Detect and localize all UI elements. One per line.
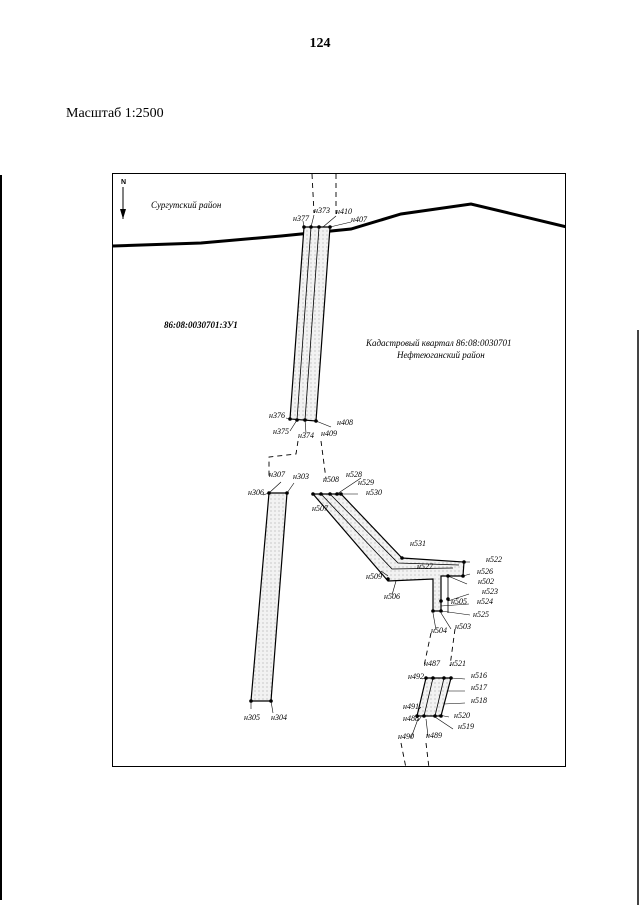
point-label: н306 (248, 488, 264, 497)
point-label: н528 (346, 470, 362, 479)
point-label: н375 (273, 427, 289, 436)
parcel-id-label: 86:08:0030701:ЗУ1 (164, 320, 238, 330)
point-label: н523 (482, 587, 498, 596)
point-label: н374 (298, 431, 314, 440)
cadastral-quarter-label: Кадастровый квартал 86:08:0030701 (366, 338, 512, 348)
point-label: н489 (426, 731, 442, 740)
point-label: н488 (403, 714, 419, 723)
point-label: н502 (478, 577, 494, 586)
point-label: н376 (269, 411, 285, 420)
point-label: н409 (321, 429, 337, 438)
cadastral-map (113, 174, 566, 767)
point-label: н524 (477, 597, 493, 606)
region-south-label: Нефтеюганский район (397, 350, 485, 360)
point-label: н529 (358, 478, 374, 487)
point-label: н408 (337, 418, 353, 427)
point-label: н519 (458, 722, 474, 731)
north-arrow-icon (120, 179, 126, 219)
point-label: н520 (454, 711, 470, 720)
right-margin-rule (637, 330, 639, 905)
point-label: н527 (417, 562, 433, 571)
parcel-strip-south (417, 678, 451, 716)
point-label: н521 (450, 659, 466, 668)
page-number: 124 (309, 36, 331, 51)
point-label: н410 (336, 207, 352, 216)
point-label: н307 (269, 470, 285, 479)
point-label: н530 (366, 488, 382, 497)
point-label: н377 (293, 214, 309, 223)
point-label: н506 (384, 592, 400, 601)
scale-label: Масштаб 1:2500 (66, 106, 164, 121)
point-label: н491 (403, 702, 419, 711)
point-label: н487 (424, 659, 440, 668)
point-label: н522 (486, 555, 502, 564)
point-label: н503 (455, 622, 471, 631)
point-label: н518 (471, 696, 487, 705)
point-label: н525 (473, 610, 489, 619)
point-label: н407 (351, 215, 367, 224)
parcel-strip-north (290, 227, 330, 421)
point-label: н508 (323, 475, 339, 484)
point-label: н304 (271, 713, 287, 722)
north-label: N (121, 179, 127, 186)
point-label: н490 (398, 732, 414, 741)
point-label: н526 (477, 567, 493, 576)
point-label: н492 (408, 672, 424, 681)
point-label: н305 (244, 713, 260, 722)
point-label: н303 (293, 472, 309, 481)
point-label: н517 (471, 683, 487, 692)
point-label: н516 (471, 671, 487, 680)
point-label: н509 (366, 572, 382, 581)
region-north-label: Сургутский район (151, 200, 222, 210)
parcel-strip-west (251, 493, 287, 701)
point-label: н373 (314, 206, 330, 215)
point-label: н505 (451, 597, 467, 606)
point-label: н531 (410, 539, 426, 548)
point-label: н507 (312, 504, 328, 513)
map-frame (112, 173, 566, 767)
point-labels (244, 206, 502, 741)
left-margin-rule (0, 175, 2, 900)
point-label: н504 (431, 626, 447, 635)
